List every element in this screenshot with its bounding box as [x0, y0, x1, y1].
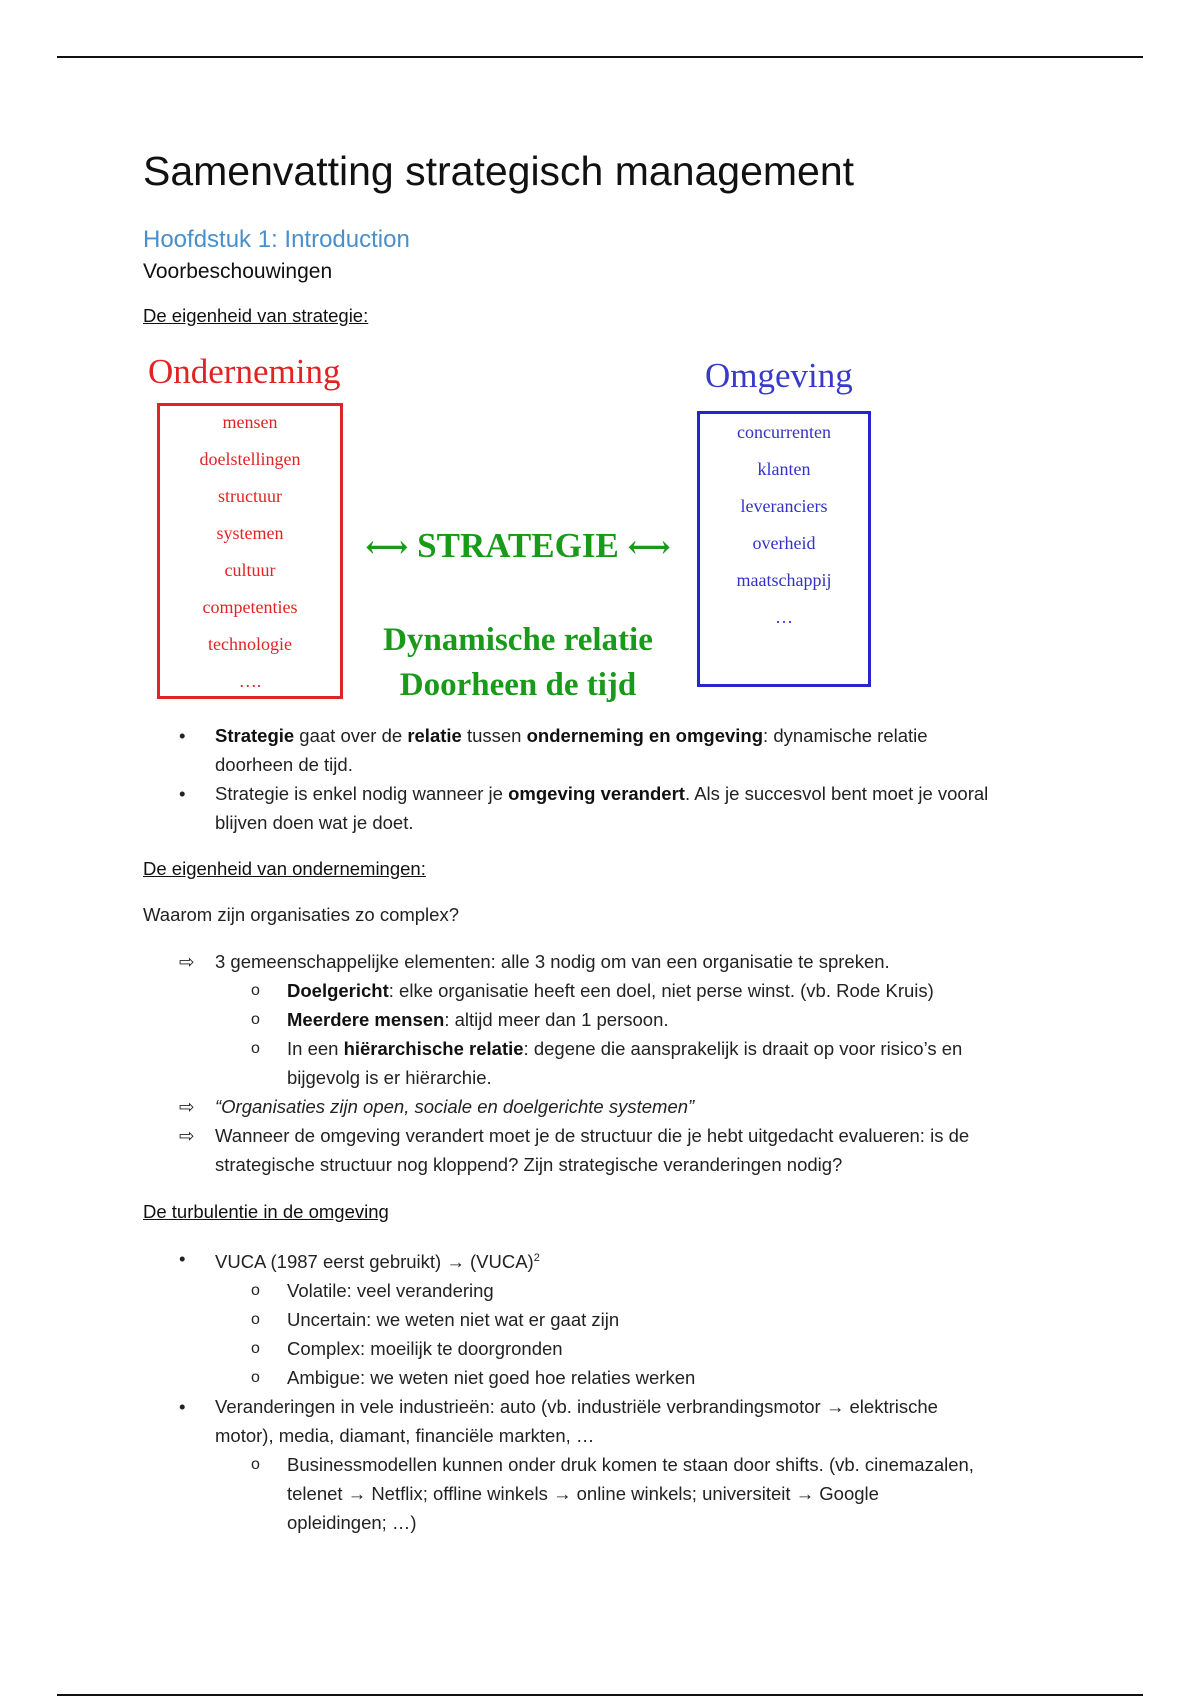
bullet-icon: • [179, 783, 186, 804]
list-item [143, 976, 1073, 1005]
arrow-icon: ⇨ [179, 1096, 195, 1117]
list-item [143, 1392, 1073, 1450]
list-item [143, 947, 1073, 976]
onderneming-item: technologie [208, 634, 292, 654]
omgeving-box [697, 411, 871, 687]
bold-text: onderneming en omgeving [526, 725, 764, 746]
list-item [143, 1244, 1073, 1276]
chapter-heading: Hoofdstuk 1: Introduction [143, 226, 410, 253]
circle-bullet-icon: o [251, 1311, 260, 1329]
text: Complex: moeilijk te doorgronden [287, 1338, 563, 1360]
strategy-diagram [143, 350, 883, 710]
section-heading-strategie: De eigenheid van strategie: [143, 305, 369, 326]
circle-bullet-icon: o [251, 1369, 260, 1387]
arrow-icon: ⇨ [179, 1125, 195, 1146]
text: Businessmodellen kunnen onder druk komen te staan door shifts. (vb. cinemazalen, [287, 1454, 974, 1476]
circle-bullet-icon: o [251, 1040, 260, 1057]
bold-text: Strategie [215, 725, 295, 746]
list-item [143, 1276, 1073, 1305]
list-item [143, 1305, 1073, 1334]
circle-bullet-icon: o [251, 1456, 260, 1474]
text: 3 gemeenschappelijke elementen: alle 3 nodig om van een organisatie te spreken. [215, 951, 890, 972]
double-arrow-icon: ⟷ [365, 531, 409, 564]
strategy-bullets [143, 721, 1073, 837]
document-title: Samenvatting strategisch management [143, 148, 855, 194]
double-arrow-icon: ⟷ [627, 531, 671, 564]
section-heading-ondernemingen: De eigenheid van ondernemingen: [143, 858, 426, 879]
circle-bullet-icon: o [251, 1282, 260, 1300]
omgeving-title: Omgeving [705, 356, 853, 395]
text: Uncertain: we weten niet wat er gaat zijn [287, 1309, 620, 1331]
dynamic-relation-label [343, 618, 693, 708]
list-item [143, 1363, 1073, 1392]
strategie-label: STRATEGIE [417, 526, 619, 565]
section-heading-turbulentie: De turbulentie in de omgeving [143, 1201, 389, 1222]
text: doorheen de tijd. [215, 754, 353, 775]
subheading: Voorbeschouwingen [143, 260, 333, 283]
text: : elke organisatie heeft een doel, niet perse winst. (vb. Rode Kruis) [388, 980, 934, 1001]
text: blijven doen wat je doet. [215, 812, 414, 833]
text: In een [287, 1038, 344, 1059]
text: Veranderingen in vele industrieën: auto (vb. industriële verbrandingsmotor → elektrische [215, 1396, 938, 1418]
list-item [143, 1334, 1073, 1363]
bottom-rule [57, 1694, 1143, 1696]
text: motor), media, diamant, financiële markten, … [215, 1425, 595, 1447]
onderneming-item: competenties [202, 597, 298, 617]
list-item [143, 779, 1073, 837]
text: Wanneer de omgeving verandert moet je de structuur die je hebt uitgedacht evalueren: is de [215, 1125, 970, 1146]
text: Ambigue: we weten niet goed hoe relaties werken [287, 1367, 696, 1389]
bold-text: Meerdere mensen [287, 1009, 445, 1030]
list-item [143, 1005, 1073, 1034]
text: bijgevolg is er hiërarchie. [287, 1067, 492, 1088]
onderneming-item: …. [238, 671, 262, 691]
list-item [143, 1092, 1073, 1121]
omgeving-item: overheid [752, 533, 816, 553]
dynamic-line-1: Dynamische relatie [383, 622, 653, 658]
text: VUCA (1987 eerst gebruikt) → (VUCA) [215, 1251, 534, 1273]
omgeving-item: … [775, 607, 793, 627]
quote-text: “Organisaties zijn open, sociale en doelgerichte systemen” [215, 1096, 695, 1117]
onderneming-item: mensen [222, 412, 278, 432]
bold-text: omgeving verandert [508, 783, 685, 804]
onderneming-item: cultuur [224, 560, 276, 580]
question-text: Waarom zijn organisaties zo complex? [143, 904, 459, 925]
onderneming-box [157, 403, 343, 699]
text: telenet → Netflix; offline winkels → online winkels; universiteit → Google [287, 1483, 879, 1505]
top-rule [57, 56, 1143, 58]
omgeving-item: klanten [757, 459, 811, 479]
complexity-list [143, 947, 1073, 1179]
arrow-icon: ⇨ [179, 951, 195, 972]
bullet-icon: • [179, 725, 186, 746]
omgeving-item: maatschappij [736, 570, 832, 590]
text: : degene die aansprakelijk is draait op voor risico’s en [523, 1038, 963, 1059]
omgeving-item: leveranciers [740, 496, 828, 516]
circle-bullet-icon: o [251, 982, 260, 999]
text: Strategie is enkel nodig wanneer je [215, 783, 509, 804]
dynamic-line-2: Doorheen de tijd [399, 667, 637, 703]
list-item [143, 1034, 1073, 1092]
bold-text: hiërarchische relatie [343, 1038, 524, 1059]
list-item [143, 1450, 1073, 1537]
strategie-row [343, 526, 693, 566]
list-item [143, 1121, 1073, 1179]
text: opleidingen; …) [287, 1512, 417, 1534]
text: : dynamische relatie [763, 725, 928, 746]
list-item [143, 721, 1073, 779]
superscript: 2 [533, 1252, 540, 1264]
onderneming-item: structuur [218, 486, 282, 506]
bold-text: relatie [407, 725, 462, 746]
text: Volatile: veel verandering [287, 1280, 494, 1302]
text: : altijd meer dan 1 persoon. [444, 1009, 669, 1030]
text: strategische structuur nog kloppend? Zijn strategische veranderingen nodig? [215, 1154, 843, 1175]
onderneming-item: doelstellingen [199, 449, 301, 469]
text: tussen [461, 725, 527, 746]
text: gaat over de [294, 725, 408, 746]
bullet-icon: • [179, 1248, 186, 1269]
text: . Als je succesvol bent moet je vooral [684, 783, 989, 804]
vuca-list [143, 1244, 1073, 1537]
bullet-icon: • [179, 1396, 186, 1418]
omgeving-item: concurrenten [737, 422, 831, 442]
onderneming-title: Onderneming [148, 352, 341, 391]
circle-bullet-icon: o [251, 1011, 260, 1028]
circle-bullet-icon: o [251, 1340, 260, 1358]
onderneming-item: systemen [216, 523, 284, 543]
bold-text: Doelgericht [287, 980, 389, 1001]
